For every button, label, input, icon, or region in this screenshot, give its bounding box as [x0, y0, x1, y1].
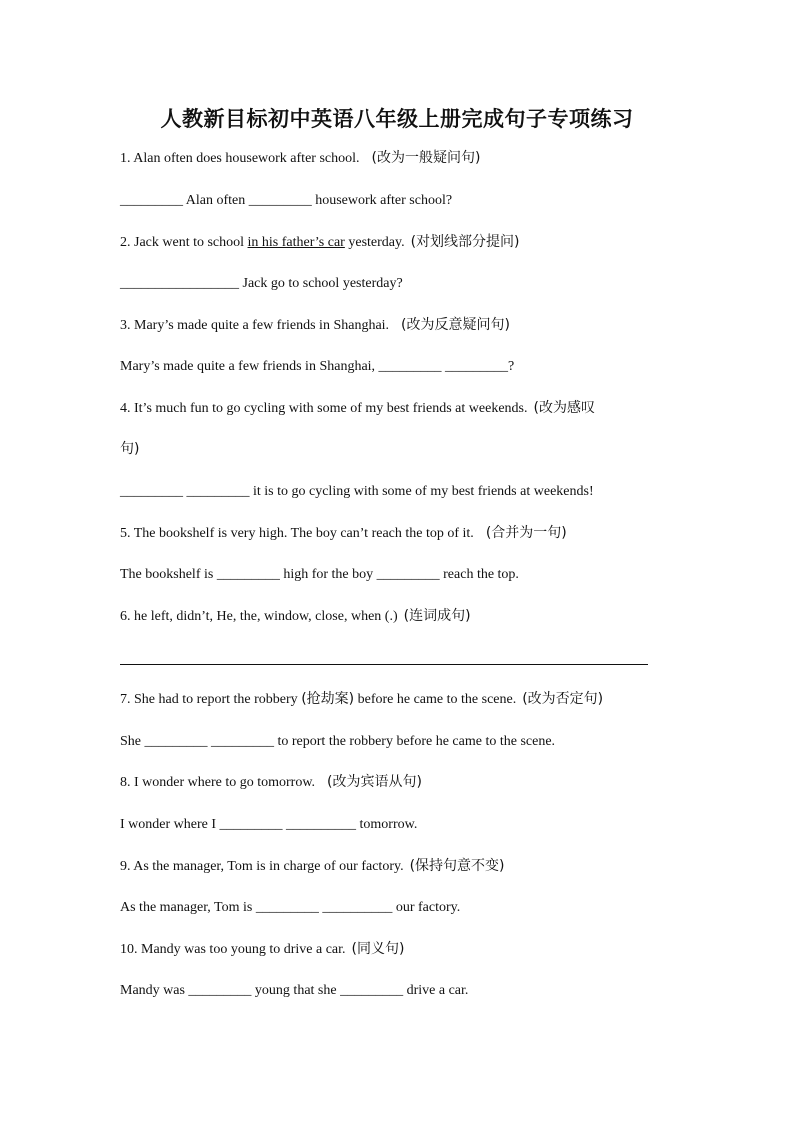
question-4-answer-line: _________ _________ it is to go cycling with some of my best friends at weekends! [120, 484, 594, 499]
question-4-prompt: 4. It’s much fun to go cycling with some of my best friends at weekends. [120, 401, 528, 416]
question-5 [120, 523, 684, 544]
question-10-instruction: (同义句) [351, 941, 405, 957]
question-9-prompt: 9. As the manager, Tom is in charge of our factory. [120, 859, 404, 874]
question-6-prompt: 6. he left, didn’t, He, the, window, close, when (.) [120, 609, 398, 624]
question-2-instruction: (对划线部分提问) [410, 234, 520, 250]
question-7 [120, 689, 684, 710]
question-3 [120, 315, 684, 336]
question-8-instruction: (改为宾语从句) [327, 774, 422, 790]
question-3-prompt: 3. Mary’s made quite a few friends in Shanghai. [120, 318, 390, 333]
question-7-gloss: (抢劫案) [301, 691, 355, 707]
question-8-answer-line: I wonder where I _________ __________ tomorrow. [120, 817, 418, 832]
question-2-underlined-phrase: in his father’s car [247, 235, 345, 250]
question-1-prompt: 1. Alan often does housework after school. [120, 151, 360, 166]
question-1-instruction: (改为一般疑问句) [371, 150, 481, 166]
question-7-prompt-end: before he came to the scene. [354, 692, 517, 707]
question-4-instruction-end: 句) [120, 441, 140, 457]
question-2-prompt-end: yesterday. [344, 235, 405, 250]
question-10-answer-line: Mandy was _________ young that she _________ drive a car. [120, 983, 469, 998]
worksheet-title: 人教新目标初中英语八年级上册完成句子专项练习 [160, 106, 634, 131]
question-2-answer-line: _________________ Jack go to school yesterday? [120, 276, 403, 291]
question-4 [120, 398, 684, 419]
question-2-prompt-start: 2. Jack went to school [120, 235, 248, 250]
question-4-instruction-start: (改为感叹 [533, 400, 595, 416]
question-6 [120, 606, 684, 627]
question-5-instruction: (合并为一句) [485, 525, 567, 541]
question-9 [120, 856, 684, 877]
question-7-prompt-start: 7. She had to report the robbery [120, 692, 302, 707]
question-10-prompt: 10. Mandy was too young to drive a car. [120, 942, 346, 957]
question-9-instruction: (保持句意不变) [409, 858, 505, 874]
question-1-answer-line: _________ Alan often _________ housework after school? [120, 193, 453, 208]
question-7-instruction: (改为否定句) [522, 691, 604, 707]
question-6-answer-rule [120, 664, 648, 665]
question-2 [120, 232, 684, 253]
question-10 [120, 939, 684, 960]
question-4-instruction-continued [120, 439, 684, 460]
question-7-answer-line: She _________ _________ to report the robbery before he came to the scene. [120, 734, 556, 749]
question-9-answer-line: As the manager, Tom is _________ __________ our factory. [120, 900, 461, 915]
question-5-prompt: 5. The bookshelf is very high. The boy can’t reach the top of it. [120, 526, 474, 541]
question-8-prompt: 8. I wonder where to go tomorrow. [120, 775, 316, 790]
question-1 [120, 148, 684, 169]
question-8 [120, 772, 684, 793]
question-6-instruction: (连词成句) [403, 608, 471, 624]
question-3-instruction: (改为反意疑问句) [401, 317, 510, 333]
question-5-answer-line: The bookshelf is _________ high for the boy _________ reach the top. [120, 567, 519, 582]
question-3-answer-line: Mary’s made quite a few friends in Shanghai, _________ _________? [120, 359, 515, 374]
